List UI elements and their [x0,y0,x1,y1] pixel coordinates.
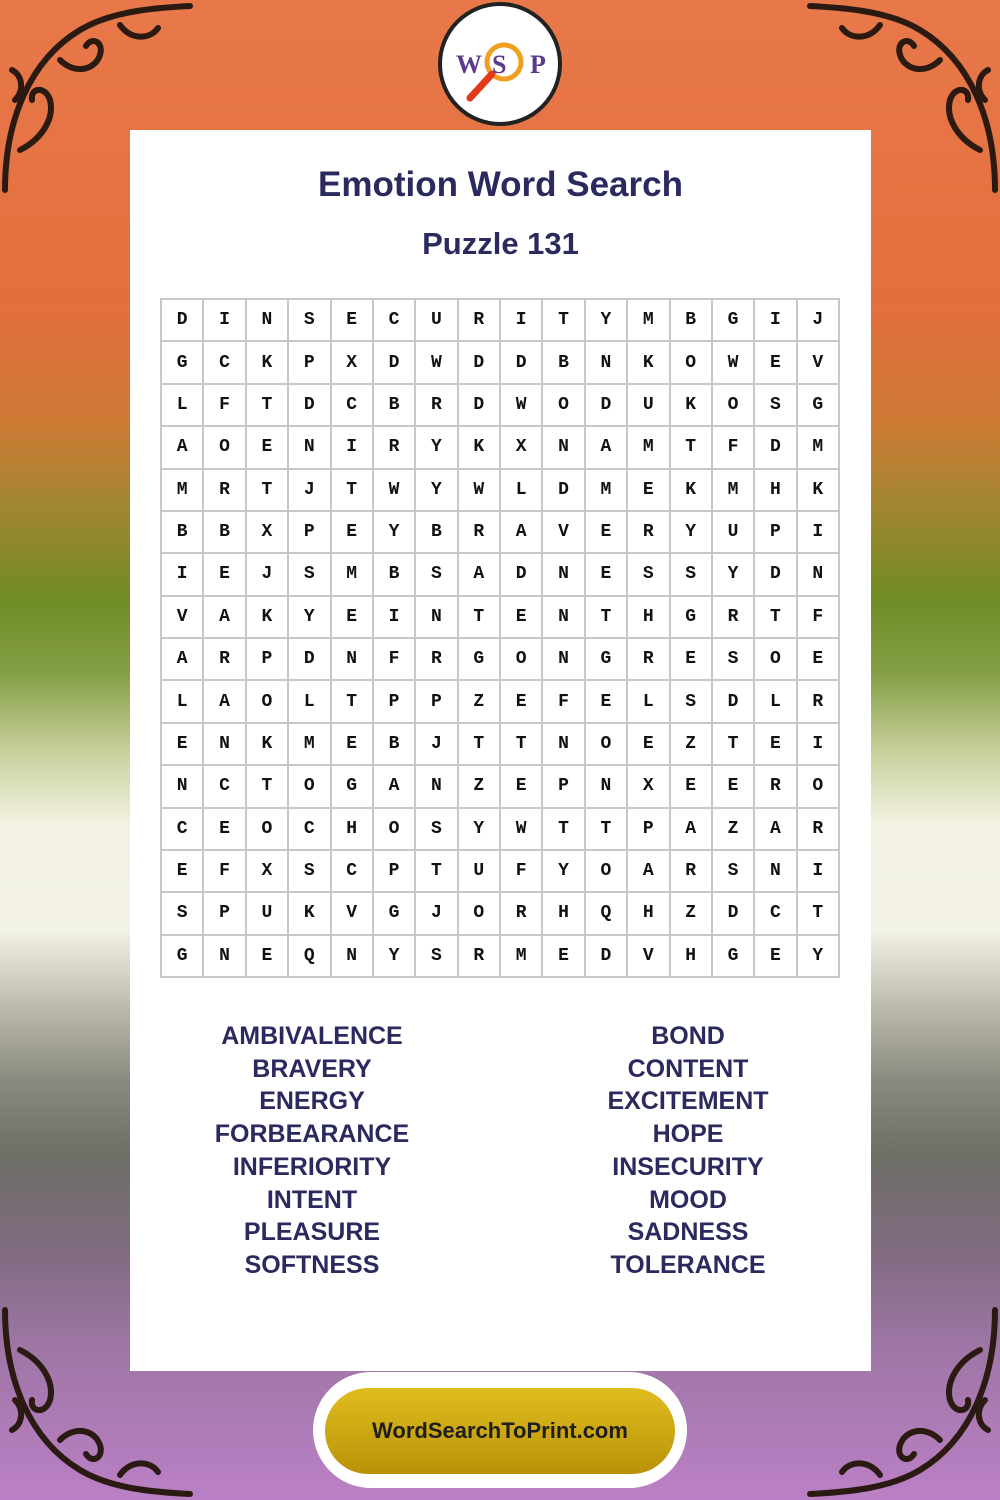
grid-cell[interactable]: Z [459,681,501,723]
grid-cell[interactable]: W [416,342,458,384]
grid-cell[interactable]: I [755,300,797,342]
grid-cell[interactable]: E [501,681,543,723]
grid-cell[interactable]: X [501,427,543,469]
grid-cell[interactable]: F [543,681,585,723]
grid-cell[interactable]: S [671,681,713,723]
grid-cell[interactable]: M [162,470,204,512]
grid-cell[interactable]: G [162,342,204,384]
grid-cell[interactable]: X [332,342,374,384]
grid-cell[interactable]: Y [374,936,416,978]
grid-cell[interactable]: L [755,681,797,723]
logo-letter-s: S [492,50,507,79]
grid-cell[interactable]: R [459,936,501,978]
grid-cell[interactable]: S [713,851,755,893]
grid-cell[interactable]: S [416,809,458,851]
grid-cell[interactable]: A [586,427,628,469]
grid-cell[interactable]: V [543,512,585,554]
grid-cell[interactable]: P [204,893,246,935]
grid-cell[interactable]: T [459,597,501,639]
grid-cell[interactable]: R [671,851,713,893]
grid-cell[interactable]: T [247,766,289,808]
logo-letter-p: P [530,50,546,79]
grid-cell[interactable]: A [755,809,797,851]
grid-cell[interactable]: I [798,512,840,554]
grid-cell[interactable]: I [374,597,416,639]
grid-cell[interactable]: P [628,809,670,851]
grid-cell[interactable]: G [459,639,501,681]
grid-cell[interactable]: P [543,766,585,808]
grid-cell[interactable]: O [755,639,797,681]
grid-cell[interactable]: O [713,385,755,427]
grid-cell[interactable]: A [204,597,246,639]
grid-cell[interactable]: K [289,893,331,935]
grid-cell[interactable]: I [798,851,840,893]
grid-cell[interactable]: A [162,639,204,681]
grid-cell[interactable]: Y [798,936,840,978]
grid-cell[interactable]: I [798,724,840,766]
grid-cell[interactable]: G [713,936,755,978]
grid-cell[interactable]: O [289,766,331,808]
grid-cell[interactable]: B [374,724,416,766]
grid-cell[interactable]: E [755,936,797,978]
grid-cell[interactable]: F [713,427,755,469]
grid-cell[interactable]: F [374,639,416,681]
grid-cell[interactable]: R [204,470,246,512]
grid-cell[interactable]: R [459,300,501,342]
grid-cell[interactable]: K [459,427,501,469]
grid-cell[interactable]: Y [713,554,755,596]
grid-cell[interactable]: J [289,470,331,512]
grid-cell[interactable]: R [628,512,670,554]
grid-cell[interactable]: I [501,300,543,342]
word-list-item: CONTENT [627,1054,749,1083]
grid-cell[interactable]: G [713,300,755,342]
grid-cell[interactable]: G [332,766,374,808]
grid-cell[interactable]: D [755,554,797,596]
grid-cell[interactable]: H [332,809,374,851]
word-list-item: SADNESS [627,1218,749,1247]
word-list-item: PLEASURE [243,1218,381,1247]
grid-cell[interactable]: A [459,554,501,596]
grid-cell[interactable]: Z [713,809,755,851]
grid-cell[interactable]: T [543,300,585,342]
grid-cell[interactable]: T [798,893,840,935]
grid-cell[interactable]: N [332,639,374,681]
grid-cell[interactable]: C [374,300,416,342]
grid-cell[interactable]: O [374,809,416,851]
grid-cell[interactable]: O [247,681,289,723]
grid-cell[interactable]: R [501,893,543,935]
grid-cell[interactable]: D [459,342,501,384]
grid-cell[interactable]: J [416,724,458,766]
grid-cell[interactable]: T [671,427,713,469]
grid-cell[interactable]: N [289,427,331,469]
grid-cell[interactable]: H [543,893,585,935]
grid-cell[interactable]: P [374,681,416,723]
grid-cell[interactable]: V [162,597,204,639]
word-list-item: FORBEARANCE [214,1120,410,1149]
grid-cell[interactable]: H [671,936,713,978]
grid-cell[interactable]: G [671,597,713,639]
grid-cell[interactable]: E [755,342,797,384]
word-list-item: AMBIVALENCE [221,1022,403,1050]
grid-cell[interactable]: D [586,385,628,427]
grid-cell[interactable]: H [628,893,670,935]
grid-cell[interactable]: R [798,809,840,851]
grid-cell[interactable]: D [501,342,543,384]
grid-cell[interactable]: A [162,427,204,469]
grid-cell[interactable]: Y [543,851,585,893]
grid-cell[interactable]: K [247,342,289,384]
grid-cell[interactable]: M [332,554,374,596]
grid-cell[interactable]: A [374,766,416,808]
grid-cell[interactable]: R [204,639,246,681]
grid-cell[interactable]: O [586,724,628,766]
grid-cell[interactable]: D [162,300,204,342]
grid-cell[interactable]: J [416,893,458,935]
grid-cell[interactable]: O [204,427,246,469]
word-list-item: HOPE [652,1120,724,1149]
word-list-item: INFERIORITY [232,1152,392,1181]
grid-cell[interactable]: E [332,300,374,342]
grid-cell[interactable]: N [543,427,585,469]
grid-cell[interactable]: D [543,470,585,512]
grid-cell[interactable]: D [459,385,501,427]
grid-cell[interactable]: Y [416,427,458,469]
grid-cell[interactable]: Q [289,936,331,978]
grid-cell[interactable]: K [798,470,840,512]
grid-cell[interactable]: Y [416,470,458,512]
grid-cell[interactable]: T [332,681,374,723]
grid-cell[interactable]: E [755,724,797,766]
grid-cell[interactable]: E [713,766,755,808]
grid-cell[interactable]: P [247,639,289,681]
grid-cell[interactable]: U [713,512,755,554]
word-list-item: EXCITEMENT [607,1087,769,1116]
grid-cell[interactable]: C [204,342,246,384]
grid-cell[interactable]: D [374,342,416,384]
grid-cell[interactable]: H [755,470,797,512]
grid-cell[interactable]: O [798,766,840,808]
grid-cell[interactable]: Z [459,766,501,808]
grid-cell[interactable]: E [332,512,374,554]
grid-cell[interactable]: O [671,342,713,384]
word-list-right [538,1020,838,1282]
grid-cell[interactable]: E [798,639,840,681]
grid-cell[interactable]: E [332,724,374,766]
word-list-item: INTENT [266,1185,358,1214]
grid-cell[interactable]: S [713,639,755,681]
grid-cell[interactable]: M [713,470,755,512]
grid-cell[interactable]: K [247,724,289,766]
grid-cell[interactable]: E [586,681,628,723]
grid-cell[interactable]: Y [289,597,331,639]
grid-cell[interactable]: F [798,597,840,639]
grid-cell[interactable]: X [247,512,289,554]
grid-cell[interactable]: E [247,427,289,469]
grid-cell[interactable]: W [501,385,543,427]
grid-cell[interactable]: O [459,893,501,935]
grid-cell[interactable]: N [755,851,797,893]
grid-cell[interactable]: J [247,554,289,596]
grid-cell[interactable]: G [374,893,416,935]
grid-cell[interactable]: G [586,639,628,681]
letter-grid [160,298,840,978]
grid-cell[interactable]: G [798,385,840,427]
grid-cell[interactable]: E [671,639,713,681]
grid-cell[interactable]: E [204,554,246,596]
grid-cell[interactable]: M [501,936,543,978]
word-list-item: ENERGY [259,1087,365,1116]
grid-cell[interactable]: Q [586,893,628,935]
grid-cell[interactable]: O [247,809,289,851]
grid-cell[interactable]: A [671,809,713,851]
grid-cell[interactable]: T [459,724,501,766]
grid-cell[interactable]: X [628,766,670,808]
grid-cell[interactable]: Y [671,512,713,554]
grid-cell[interactable]: M [798,427,840,469]
grid-cell[interactable]: M [586,470,628,512]
grid-cell[interactable]: P [289,512,331,554]
grid-cell[interactable]: T [586,809,628,851]
grid-cell[interactable]: Y [586,300,628,342]
puzzle-number: Puzzle 131 [422,226,579,261]
grid-cell[interactable]: D [289,385,331,427]
grid-cell[interactable]: M [628,300,670,342]
grid-cell[interactable]: E [501,597,543,639]
grid-cell[interactable]: T [586,597,628,639]
grid-cell[interactable]: V [332,893,374,935]
page-title: Emotion Word Search [318,165,683,204]
grid-cell[interactable]: F [204,851,246,893]
grid-cell[interactable]: R [755,766,797,808]
grid-cell[interactable]: N [543,639,585,681]
grid-cell[interactable]: N [332,936,374,978]
grid-cell[interactable]: P [374,851,416,893]
grid-cell[interactable]: E [543,936,585,978]
grid-cell[interactable]: Z [671,724,713,766]
grid-cell[interactable]: P [416,681,458,723]
grid-cell[interactable]: V [798,342,840,384]
grid-cell[interactable]: S [416,554,458,596]
grid-cell[interactable]: B [162,512,204,554]
grid-cell[interactable]: A [628,851,670,893]
grid-cell[interactable]: E [671,766,713,808]
grid-cell[interactable]: O [501,639,543,681]
grid-cell[interactable]: O [543,385,585,427]
grid-cell[interactable]: B [416,512,458,554]
grid-cell[interactable]: U [459,851,501,893]
grid-cell[interactable]: L [162,681,204,723]
word-list-item: BRAVERY [252,1054,372,1083]
word-list-item: BOND [651,1022,725,1050]
grid-cell[interactable]: L [162,385,204,427]
grid-cell[interactable]: D [713,893,755,935]
footer-link[interactable]: WordSearchToPrint.com [325,1388,675,1474]
grid-cell[interactable]: T [247,470,289,512]
grid-cell[interactable]: T [543,809,585,851]
grid-cell[interactable]: R [798,681,840,723]
grid-cell[interactable]: N [586,766,628,808]
grid-cell[interactable]: I [332,427,374,469]
grid-cell[interactable]: R [416,385,458,427]
grid-cell[interactable]: R [416,639,458,681]
grid-cell[interactable]: T [332,470,374,512]
grid-cell[interactable]: I [204,300,246,342]
grid-cell[interactable]: S [162,893,204,935]
grid-cell[interactable]: M [628,427,670,469]
grid-cell[interactable]: U [416,300,458,342]
grid-cell[interactable]: P [289,342,331,384]
word-list-left [162,1020,462,1282]
grid-cell[interactable]: K [247,597,289,639]
word-list-item: TOLERANCE [610,1250,766,1279]
footer-banner[interactable] [313,1372,687,1488]
grid-cell[interactable]: R [628,639,670,681]
grid-cell[interactable]: B [204,512,246,554]
grid-cell[interactable]: H [628,597,670,639]
grid-cell[interactable]: C [204,766,246,808]
grid-cell[interactable]: C [162,809,204,851]
grid-cell[interactable]: N [543,724,585,766]
grid-cell[interactable]: N [543,554,585,596]
grid-cell[interactable]: D [289,639,331,681]
grid-cell[interactable]: N [247,300,289,342]
grid-cell[interactable]: T [713,724,755,766]
grid-cell[interactable]: S [416,936,458,978]
grid-cell[interactable]: J [798,300,840,342]
grid-cell[interactable]: E [204,809,246,851]
grid-cell[interactable]: E [162,851,204,893]
grid-cell[interactable]: T [755,597,797,639]
grid-cell[interactable]: D [713,681,755,723]
grid-cell[interactable]: E [586,554,628,596]
grid-cell[interactable]: L [501,470,543,512]
grid-cell[interactable]: A [501,512,543,554]
grid-cell[interactable]: L [289,681,331,723]
logo-letter-w: W [456,50,482,79]
grid-cell[interactable]: E [628,470,670,512]
grid-cell[interactable]: C [332,385,374,427]
grid-cell[interactable]: A [204,681,246,723]
grid-cell[interactable]: E [162,724,204,766]
word-list-item: INSECURITY [612,1152,764,1181]
grid-cell[interactable]: N [798,554,840,596]
grid-cell[interactable]: V [628,936,670,978]
site-logo[interactable] [438,2,562,126]
grid-cell[interactable]: D [755,427,797,469]
grid-cell[interactable]: E [332,597,374,639]
grid-cell[interactable]: E [586,512,628,554]
grid-cell[interactable]: L [628,681,670,723]
grid-cell[interactable]: S [289,554,331,596]
grid-cell[interactable]: E [501,766,543,808]
grid-cell[interactable]: Z [671,893,713,935]
grid-cell[interactable]: C [289,809,331,851]
grid-cell[interactable]: N [204,936,246,978]
grid-cell[interactable]: S [671,554,713,596]
grid-cell[interactable]: N [416,597,458,639]
grid-cell[interactable]: U [628,385,670,427]
grid-cell[interactable]: R [459,512,501,554]
grid-cell[interactable]: S [289,300,331,342]
grid-cell[interactable]: R [374,427,416,469]
grid-cell[interactable]: C [332,851,374,893]
grid-cell[interactable]: N [416,766,458,808]
grid-cell[interactable]: B [671,300,713,342]
grid-cell[interactable]: W [713,342,755,384]
grid-cell[interactable]: F [501,851,543,893]
grid-cell[interactable]: B [374,554,416,596]
grid-cell[interactable]: N [162,766,204,808]
grid-cell[interactable]: M [289,724,331,766]
grid-cell[interactable]: B [543,342,585,384]
grid-cell[interactable]: Y [374,512,416,554]
grid-cell[interactable]: K [671,385,713,427]
grid-cell[interactable]: S [289,851,331,893]
grid-cell[interactable]: D [501,554,543,596]
grid-cell[interactable]: N [586,342,628,384]
grid-cell[interactable]: Y [459,809,501,851]
grid-cell[interactable]: D [586,936,628,978]
grid-cell[interactable]: T [247,385,289,427]
grid-cell[interactable]: N [543,597,585,639]
grid-cell[interactable]: S [628,554,670,596]
grid-cell[interactable]: I [162,554,204,596]
grid-cell[interactable]: T [416,851,458,893]
grid-cell[interactable]: E [247,936,289,978]
grid-cell[interactable]: U [247,893,289,935]
grid-cell[interactable]: F [204,385,246,427]
grid-cell[interactable]: W [374,470,416,512]
puzzle-card [130,130,871,1371]
grid-cell[interactable]: K [628,342,670,384]
grid-cell[interactable]: W [459,470,501,512]
grid-cell[interactable]: X [247,851,289,893]
grid-cell[interactable]: K [671,470,713,512]
word-list-item: MOOD [649,1185,727,1214]
grid-cell[interactable]: B [374,385,416,427]
grid-cell[interactable]: N [204,724,246,766]
grid-cell[interactable]: E [628,724,670,766]
grid-cell[interactable]: P [755,512,797,554]
grid-cell[interactable]: R [713,597,755,639]
grid-cell[interactable]: S [755,385,797,427]
grid-cell[interactable]: G [162,936,204,978]
word-list-item: SOFTNESS [244,1250,380,1279]
grid-cell[interactable]: W [501,809,543,851]
grid-cell[interactable]: T [501,724,543,766]
grid-cell[interactable]: O [586,851,628,893]
grid-cell[interactable]: C [755,893,797,935]
